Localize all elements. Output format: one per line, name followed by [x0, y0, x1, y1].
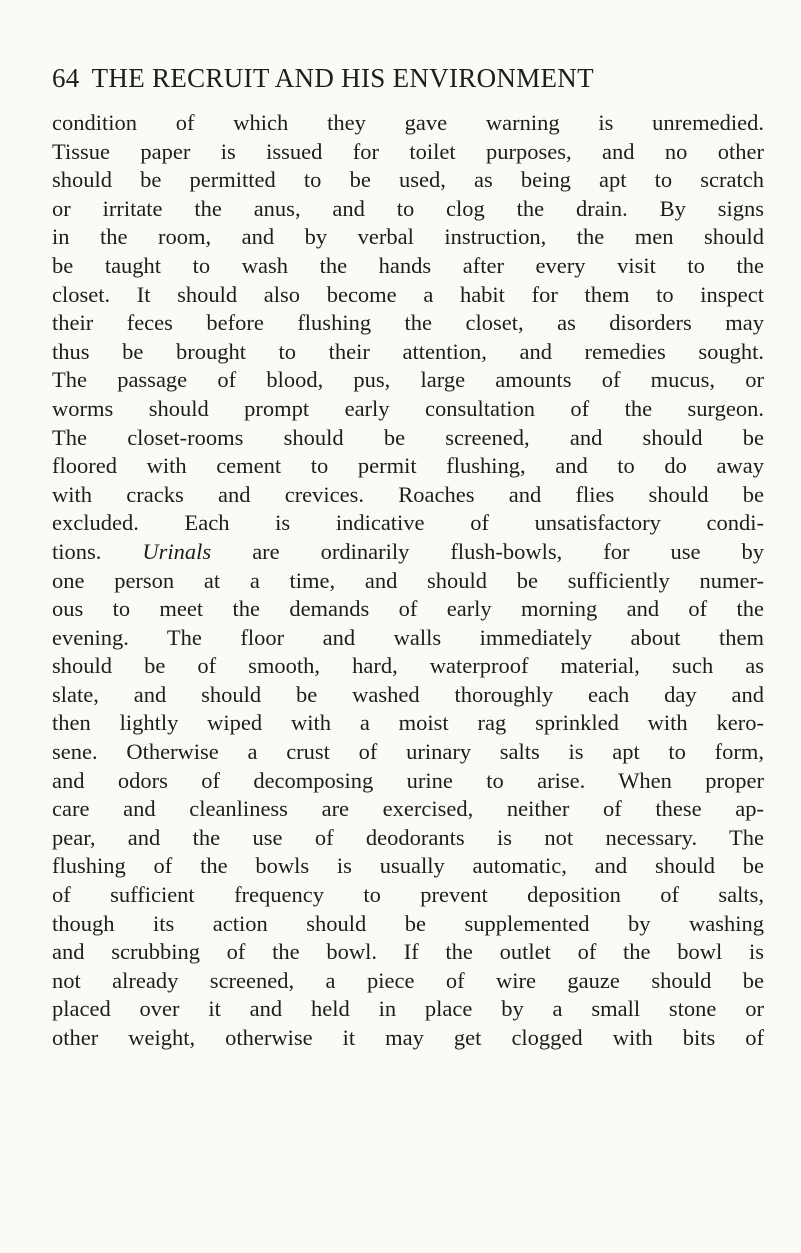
text-line: worms should prompt early consultation of the surgeon. — [52, 395, 764, 421]
text-line: and scrubbing of the bowl. If the outlet of the bowl is — [52, 939, 764, 965]
text-fragment: are ordinarily flush-bowls, for use by — [252, 538, 765, 564]
text-line: thus be brought to their attention, and remedies sought. — [52, 338, 764, 364]
text-line: or irritate the anus, and to clog the drain. By signs — [52, 195, 764, 221]
text-fragment: tions. — [52, 538, 102, 564]
text-line: The passage of blood, pus, large amounts of mucus, or — [52, 367, 764, 393]
text-line: then lightly wiped with a moist rag sprinkled with kero- — [52, 710, 764, 736]
text-line: The closet-rooms should be screened, and should be — [52, 424, 764, 450]
text-line: and odors of decomposing urine to arise. When proper — [52, 767, 764, 793]
text-line: in the room, and by verbal instruction, the men should — [52, 224, 764, 250]
body-text — [52, 109, 764, 1053]
text-line: though its action should be supplemented by washing — [52, 910, 764, 936]
text-line: slate, and should be washed thoroughly each day and — [52, 681, 764, 707]
italic-term-urinals: Urinals — [142, 538, 212, 564]
text-line: other weight, otherwise it may get clogged with bits of — [52, 1025, 764, 1050]
text-line: should be of smooth, hard, waterproof material, such as — [52, 653, 764, 679]
text-line: placed over it and held in place by a small stone or — [52, 996, 764, 1022]
text-line: should be permitted to be used, as being apt to scratch — [52, 167, 764, 193]
text-line: closet. It should also become a habit for them to inspect — [52, 281, 764, 307]
text-line: care and cleanliness are exercised, neither of these ap- — [52, 796, 764, 822]
text-line: condition of which they gave warning is unremedied. — [52, 110, 764, 135]
text-line: ous to meet the demands of early morning and of the — [52, 596, 764, 622]
text-line: evening. The floor and walls immediately about them — [52, 624, 764, 650]
text-line: be taught to wash the hands after every visit to the — [52, 252, 764, 278]
text-line: their feces before flushing the closet, as disorders may — [52, 310, 764, 336]
text-line: pear, and the use of deodorants is not necessary. The — [52, 824, 764, 850]
text-line: with cracks and crevices. Roaches and flies should be — [52, 481, 764, 507]
text-line: not already screened, a piece of wire gauze should be — [52, 967, 764, 993]
text-line: one person at a time, and should be sufficiently numer- — [52, 567, 764, 593]
page-number: 64 — [52, 63, 80, 93]
running-head — [52, 58, 752, 98]
text-line: sene. Otherwise a crust of urinary salts is apt to form, — [52, 739, 764, 765]
text-line: of sufficient frequency to prevent deposition of salts, — [52, 882, 764, 908]
text-line: excluded. Each is indicative of unsatisfactory condi- — [52, 510, 764, 536]
running-title: THE RECRUIT AND HIS ENVIRONMENT — [91, 63, 594, 93]
text-line: Tissue paper is issued for toilet purposes, and no other — [52, 138, 764, 164]
text-line: flushing of the bowls is usually automatic, and should be — [52, 853, 764, 879]
text-line-urinals — [52, 538, 764, 567]
text-line: floored with cement to permit flushing, and to do away — [52, 453, 764, 479]
